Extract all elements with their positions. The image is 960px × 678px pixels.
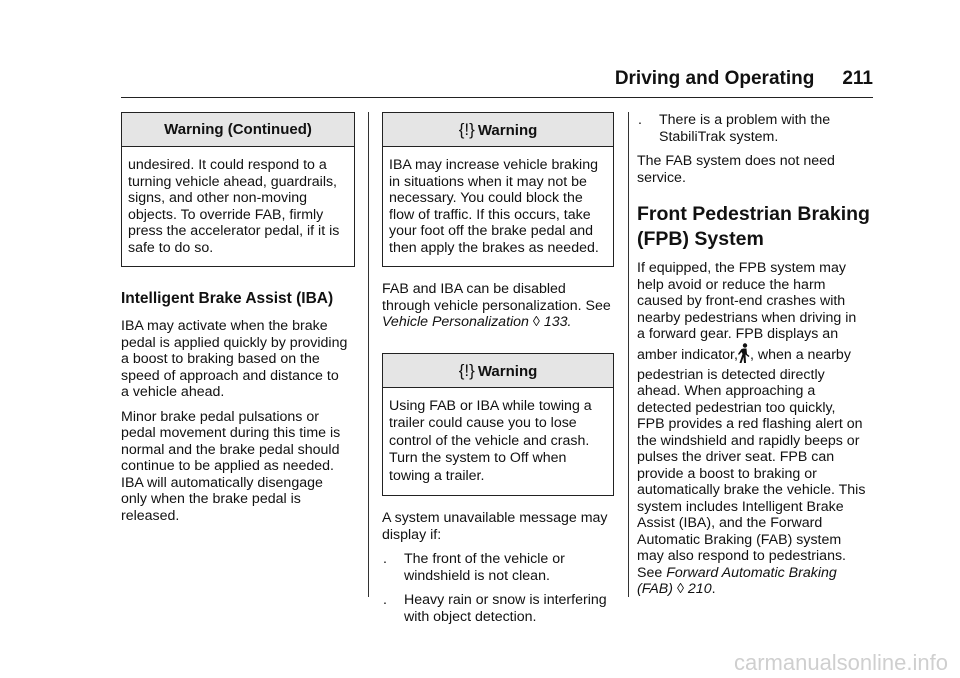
page-reference-icon: ◊ (676, 581, 684, 597)
page-header (0, 68, 873, 90)
text-line: released. (121, 507, 180, 524)
warning-header (383, 113, 613, 147)
fab-link[interactable]: Forward Automatic Braking (666, 564, 837, 581)
fab-link-abbr[interactable]: (FAB) (637, 581, 673, 597)
text-line: pedal movement during this time is (121, 425, 341, 441)
text-line: in situations when it may not be (389, 173, 587, 190)
personalization-paragraph (382, 281, 614, 331)
list-item: . The front of the vehicle or windshield is not clean. (383, 551, 565, 584)
vehicle-personalization-link[interactable]: Vehicle Personalization (382, 314, 529, 330)
text-line: flow of traffic. If this occurs, take (389, 206, 591, 223)
warning-body (383, 147, 613, 266)
warning-body (122, 147, 354, 266)
text-line: signs, and other non-moving (128, 190, 308, 206)
text-line: turning vehicle ahead, guardrails, (128, 173, 338, 190)
fpb-heading: Front Pedestrian Braking (FPB) System (637, 203, 870, 250)
column-2 (382, 112, 614, 633)
list-item: . There is a problem with the StabiliTrak system. (638, 112, 831, 145)
text-line: then apply the brakes as needed. (389, 239, 599, 256)
text-line: a vehicle ahead. (121, 384, 225, 400)
bullet-icon: . (638, 112, 642, 128)
watermark: carmanualsonline.info (733, 650, 948, 675)
unavailable-paragraph (382, 510, 614, 543)
header-rule (121, 97, 873, 98)
text-line: normal and the brake pedal should (121, 441, 340, 458)
text-line: towing a trailer. (389, 467, 485, 484)
text-line: necessary. You could block the (389, 190, 583, 206)
fab-service-paragraph: The FAB system does not need service. (637, 153, 835, 186)
section-title: Driving and Operating (614, 68, 815, 89)
page-reference[interactable]: 210 (687, 581, 712, 597)
iba-paragraph-2 (121, 409, 355, 525)
unavailable-bullet-list (382, 551, 614, 625)
text-line: A system unavailable message may (382, 510, 608, 526)
text-line: IBA will automatically disengage (121, 474, 323, 491)
bullet-list-continued (637, 112, 877, 145)
bullet-icon: . (383, 551, 387, 567)
warning-triangle-icon: {!} (458, 360, 475, 380)
warning-title: Warning (Continued) (122, 113, 354, 147)
warning-box-continued (121, 112, 355, 267)
warning-box-towing (382, 353, 614, 497)
text-line: a boost to braking based on the (121, 351, 320, 367)
text-line: speed of approach and distance to (121, 367, 339, 384)
warning-title: Warning (477, 362, 538, 380)
text-line: undesired. It could respond to a (128, 157, 327, 173)
text-line: continue to be applied as needed. (121, 458, 334, 474)
text-line: safe to do so. (128, 239, 214, 256)
iba-heading: Intelligent Brake Assist (IBA) (121, 290, 334, 307)
fpb-paragraph: If equipped, the FPB system may help avoid or reduce the harm caused by front-end crashes with nearby pedestrians when driving in a forward gear. FPB displays an amber indicator, , when a nearby pedestrian is detected directly ahead. When approaching a detected pedestrian too quickly, FPB provides a red flashing alert on the windshield and rapidly beeps or pulses the driver seat. FPB can provide a boost to braking or automatically brake the vehicle. This system includes Intelligent Brake Assist (IBA), and the Forward Automatic Braking (FAB) system may also respond to pedestrians. See Forward Automatic Braking (FAB) ◊ 210. (637, 260, 866, 597)
bullet-icon: . (383, 592, 387, 608)
text-line: FAB and IBA can be disabled (382, 281, 566, 297)
text-line: your foot off the brake pedal and (389, 223, 594, 239)
warning-body (383, 388, 613, 496)
warning-title: Warning (477, 122, 538, 139)
page-reference-icon: ◊ (532, 314, 540, 330)
warning-box-iba (382, 112, 614, 267)
text-line: only when the brake pedal is (121, 491, 301, 507)
pedestrian-icon (738, 343, 750, 363)
warning-header (383, 354, 613, 388)
warning-triangle-icon: {!} (458, 120, 475, 139)
text-line: Turn the system to Off when (389, 450, 567, 466)
text-line: Using FAB or IBA while towing a (389, 397, 592, 414)
column-divider-1 (368, 112, 369, 597)
column-1 (121, 112, 355, 532)
text-line: display if: (382, 526, 442, 543)
column-divider-2 (628, 112, 629, 597)
column-3 (637, 112, 877, 606)
text-line: pedal is applied quickly by providing (121, 334, 348, 351)
text-line: press the accelerator pedal, if it is (128, 223, 340, 239)
text-line: through vehicle personalization. See (382, 297, 611, 314)
text-line: IBA may activate when the brake (121, 318, 328, 334)
text-line: Minor brake pedal pulsations or (121, 408, 319, 425)
iba-paragraph-1 (121, 318, 355, 401)
list-item: . Heavy rain or snow is interfering with object detection. (383, 592, 607, 625)
page-reference[interactable]: 133. (543, 314, 572, 330)
text-line: objects. To override FAB, firmly (128, 206, 324, 223)
text-line: IBA may increase vehicle braking (389, 157, 598, 173)
text-line: trailer could cause you to lose (389, 415, 577, 431)
page-number: 211 (842, 68, 873, 89)
text-line: control of the vehicle and crash. (389, 432, 590, 449)
